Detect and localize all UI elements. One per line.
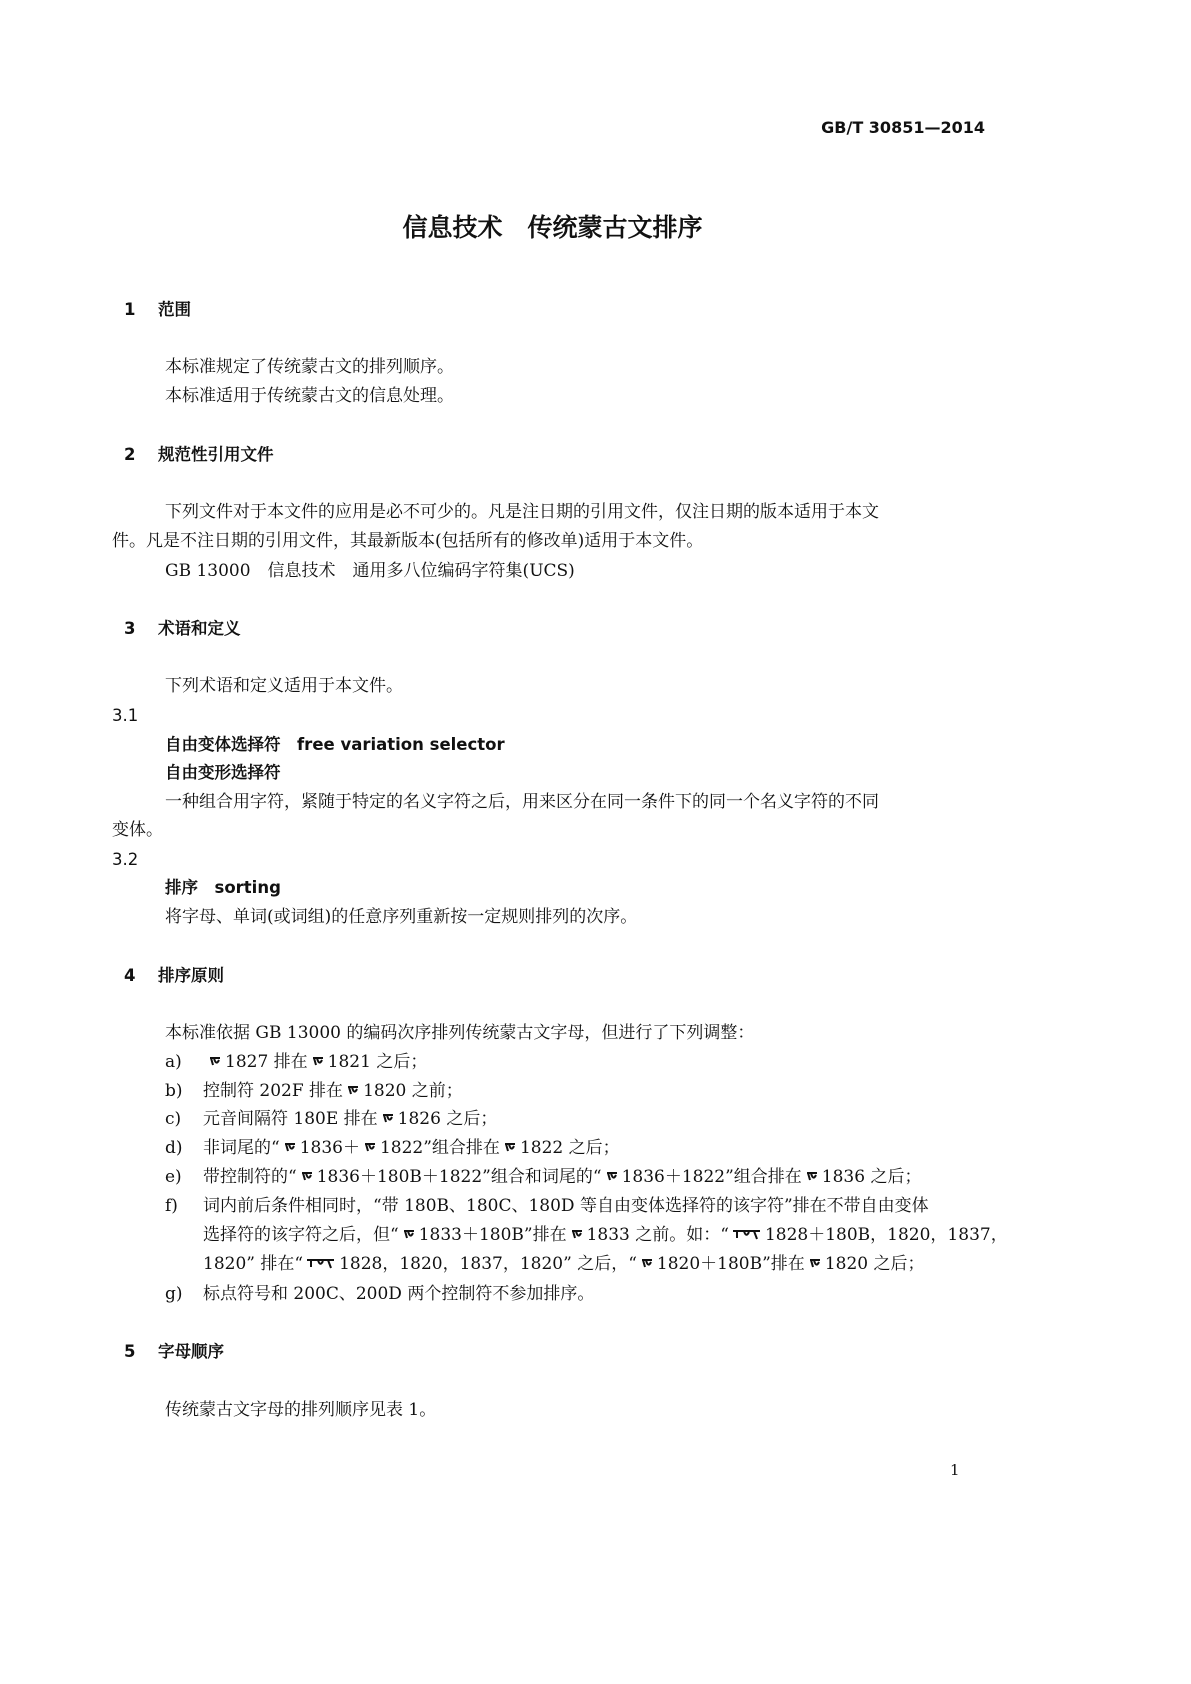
item-text: 1836＋: [299, 1138, 360, 1158]
item-text: 标点符号和 200C、200D 两个控制符不参加排序。: [203, 1284, 595, 1304]
mongolian-letter-icon: [311, 1052, 325, 1066]
item-label: d): [165, 1138, 183, 1158]
section-heading-5: [124, 1341, 224, 1363]
item-text: 1833＋180B”排在: [418, 1225, 567, 1245]
mongolian-word-icon: [306, 1254, 336, 1268]
mongolian-letter-icon: [300, 1167, 314, 1181]
item-label: g): [165, 1284, 183, 1304]
item-text: 1820 之前；: [363, 1081, 463, 1101]
item-text: 控制符 202F 排在: [203, 1081, 344, 1101]
term-number: 3.2: [112, 850, 139, 869]
term-number: 3.1: [112, 706, 139, 725]
item-text: 1836＋1822”组合排在: [621, 1167, 802, 1187]
mongolian-letter-icon: [402, 1225, 416, 1239]
section-title: 排序原则: [158, 966, 224, 985]
item-text: 元音间隔符 180E 排在: [203, 1109, 378, 1129]
item-label: e): [165, 1167, 182, 1187]
item-text: 1836 之后；: [821, 1167, 922, 1187]
mongolian-word-icon: [732, 1225, 762, 1239]
definition: 变体。: [112, 820, 163, 840]
page-title: 信息技术 传统蒙古文排序: [402, 213, 703, 242]
item-text: 1828，1820，1837，1820” 之后，“: [339, 1254, 637, 1274]
term: 排序 sorting: [165, 878, 281, 897]
mongolian-letter-icon: [640, 1254, 654, 1268]
item-text: 1822 之后；: [519, 1138, 620, 1158]
item-text: 1822”组合排在: [379, 1138, 500, 1158]
document-id: GB/T 30851—2014: [821, 118, 985, 137]
mongolian-letter-icon: [808, 1254, 822, 1268]
item-text: 非词尾的“: [203, 1138, 280, 1158]
item-label: b): [165, 1081, 183, 1101]
paragraph: 本标准规定了传统蒙古文的排列顺序。: [165, 357, 454, 377]
item-text: 1821 之后；: [327, 1052, 428, 1072]
paragraph: 下列术语和定义适用于本文件。: [165, 676, 403, 696]
item-text: 1827 排在: [225, 1052, 308, 1072]
term-alternative: 自由变形选择符: [165, 763, 281, 782]
section-title: 字母顺序: [158, 1342, 224, 1361]
item-label: c): [165, 1109, 182, 1129]
section-number: 4: [124, 966, 136, 985]
section-heading-3: [124, 618, 241, 640]
section-number: 5: [124, 1342, 136, 1361]
mongolian-letter-icon: [381, 1109, 395, 1123]
mongolian-letter-icon: [346, 1081, 360, 1095]
section-title: 范围: [158, 300, 191, 319]
item-label: f): [165, 1196, 178, 1216]
item-text: 1820 之后；: [824, 1254, 925, 1274]
paragraph: 本标准适用于传统蒙古文的信息处理。: [165, 386, 454, 406]
paragraph: 件。凡是不注日期的引用文件，其最新版本(包括所有的修改单)适用于本文件。: [112, 531, 704, 551]
item-text: 1820＋180B”排在: [656, 1254, 805, 1274]
item-text: 1833 之前。如：“: [586, 1225, 729, 1245]
definition: 一种组合用字符，紧随于特定的名义字符之后，用来区分在同一条件下的同一个名义字符的不同: [165, 792, 879, 812]
item-text: 带控制符的“: [203, 1167, 297, 1187]
section-heading-4: [124, 965, 224, 987]
item-label: a): [165, 1052, 182, 1072]
paragraph: 传统蒙古文字母的排列顺序见表 1。: [165, 1400, 437, 1420]
page-number: 1: [950, 1461, 960, 1479]
mongolian-letter-icon: [208, 1052, 222, 1066]
section-title: 术语和定义: [158, 619, 241, 638]
section-heading-1: [124, 299, 191, 321]
mongolian-letter-icon: [605, 1167, 619, 1181]
item-text: 1820” 排在“: [203, 1254, 304, 1274]
section-heading-2: [124, 444, 274, 466]
paragraph: 本标准依据 GB 13000 的编码次序排列传统蒙古文字母，但进行了下列调整：: [165, 1023, 755, 1043]
section-title: 规范性引用文件: [158, 445, 274, 464]
mongolian-letter-icon: [805, 1167, 819, 1181]
section-number: 2: [124, 445, 136, 464]
normative-reference: GB 13000 信息技术 通用多八位编码字符集(UCS): [165, 561, 575, 581]
mongolian-letter-icon: [283, 1138, 297, 1152]
item-text: 1826 之后；: [397, 1109, 498, 1129]
section-number: 1: [124, 300, 136, 319]
mongolian-letter-icon: [570, 1225, 584, 1239]
term: 自由变体选择符 free variation selector: [165, 735, 505, 754]
item-text: 选择符的该字符之后，但“: [203, 1225, 399, 1245]
item-text: 词内前后条件相同时，“带 180B、180C、180D 等自由变体选择符的该字符”排在不带自由变体: [203, 1196, 929, 1216]
section-number: 3: [124, 619, 136, 638]
mongolian-letter-icon: [503, 1138, 517, 1152]
item-text: 1828＋180B，1820，1837，: [764, 1225, 1008, 1245]
mongolian-letter-icon: [363, 1138, 377, 1152]
paragraph: 下列文件对于本文件的应用是必不可少的。凡是注日期的引用文件，仅注日期的版本适用于本文: [165, 502, 879, 522]
item-text: 1836＋180B＋1822”组合和词尾的“: [316, 1167, 602, 1187]
definition: 将字母、单词(或词组)的任意序列重新按一定规则排列的次序。: [165, 907, 638, 927]
